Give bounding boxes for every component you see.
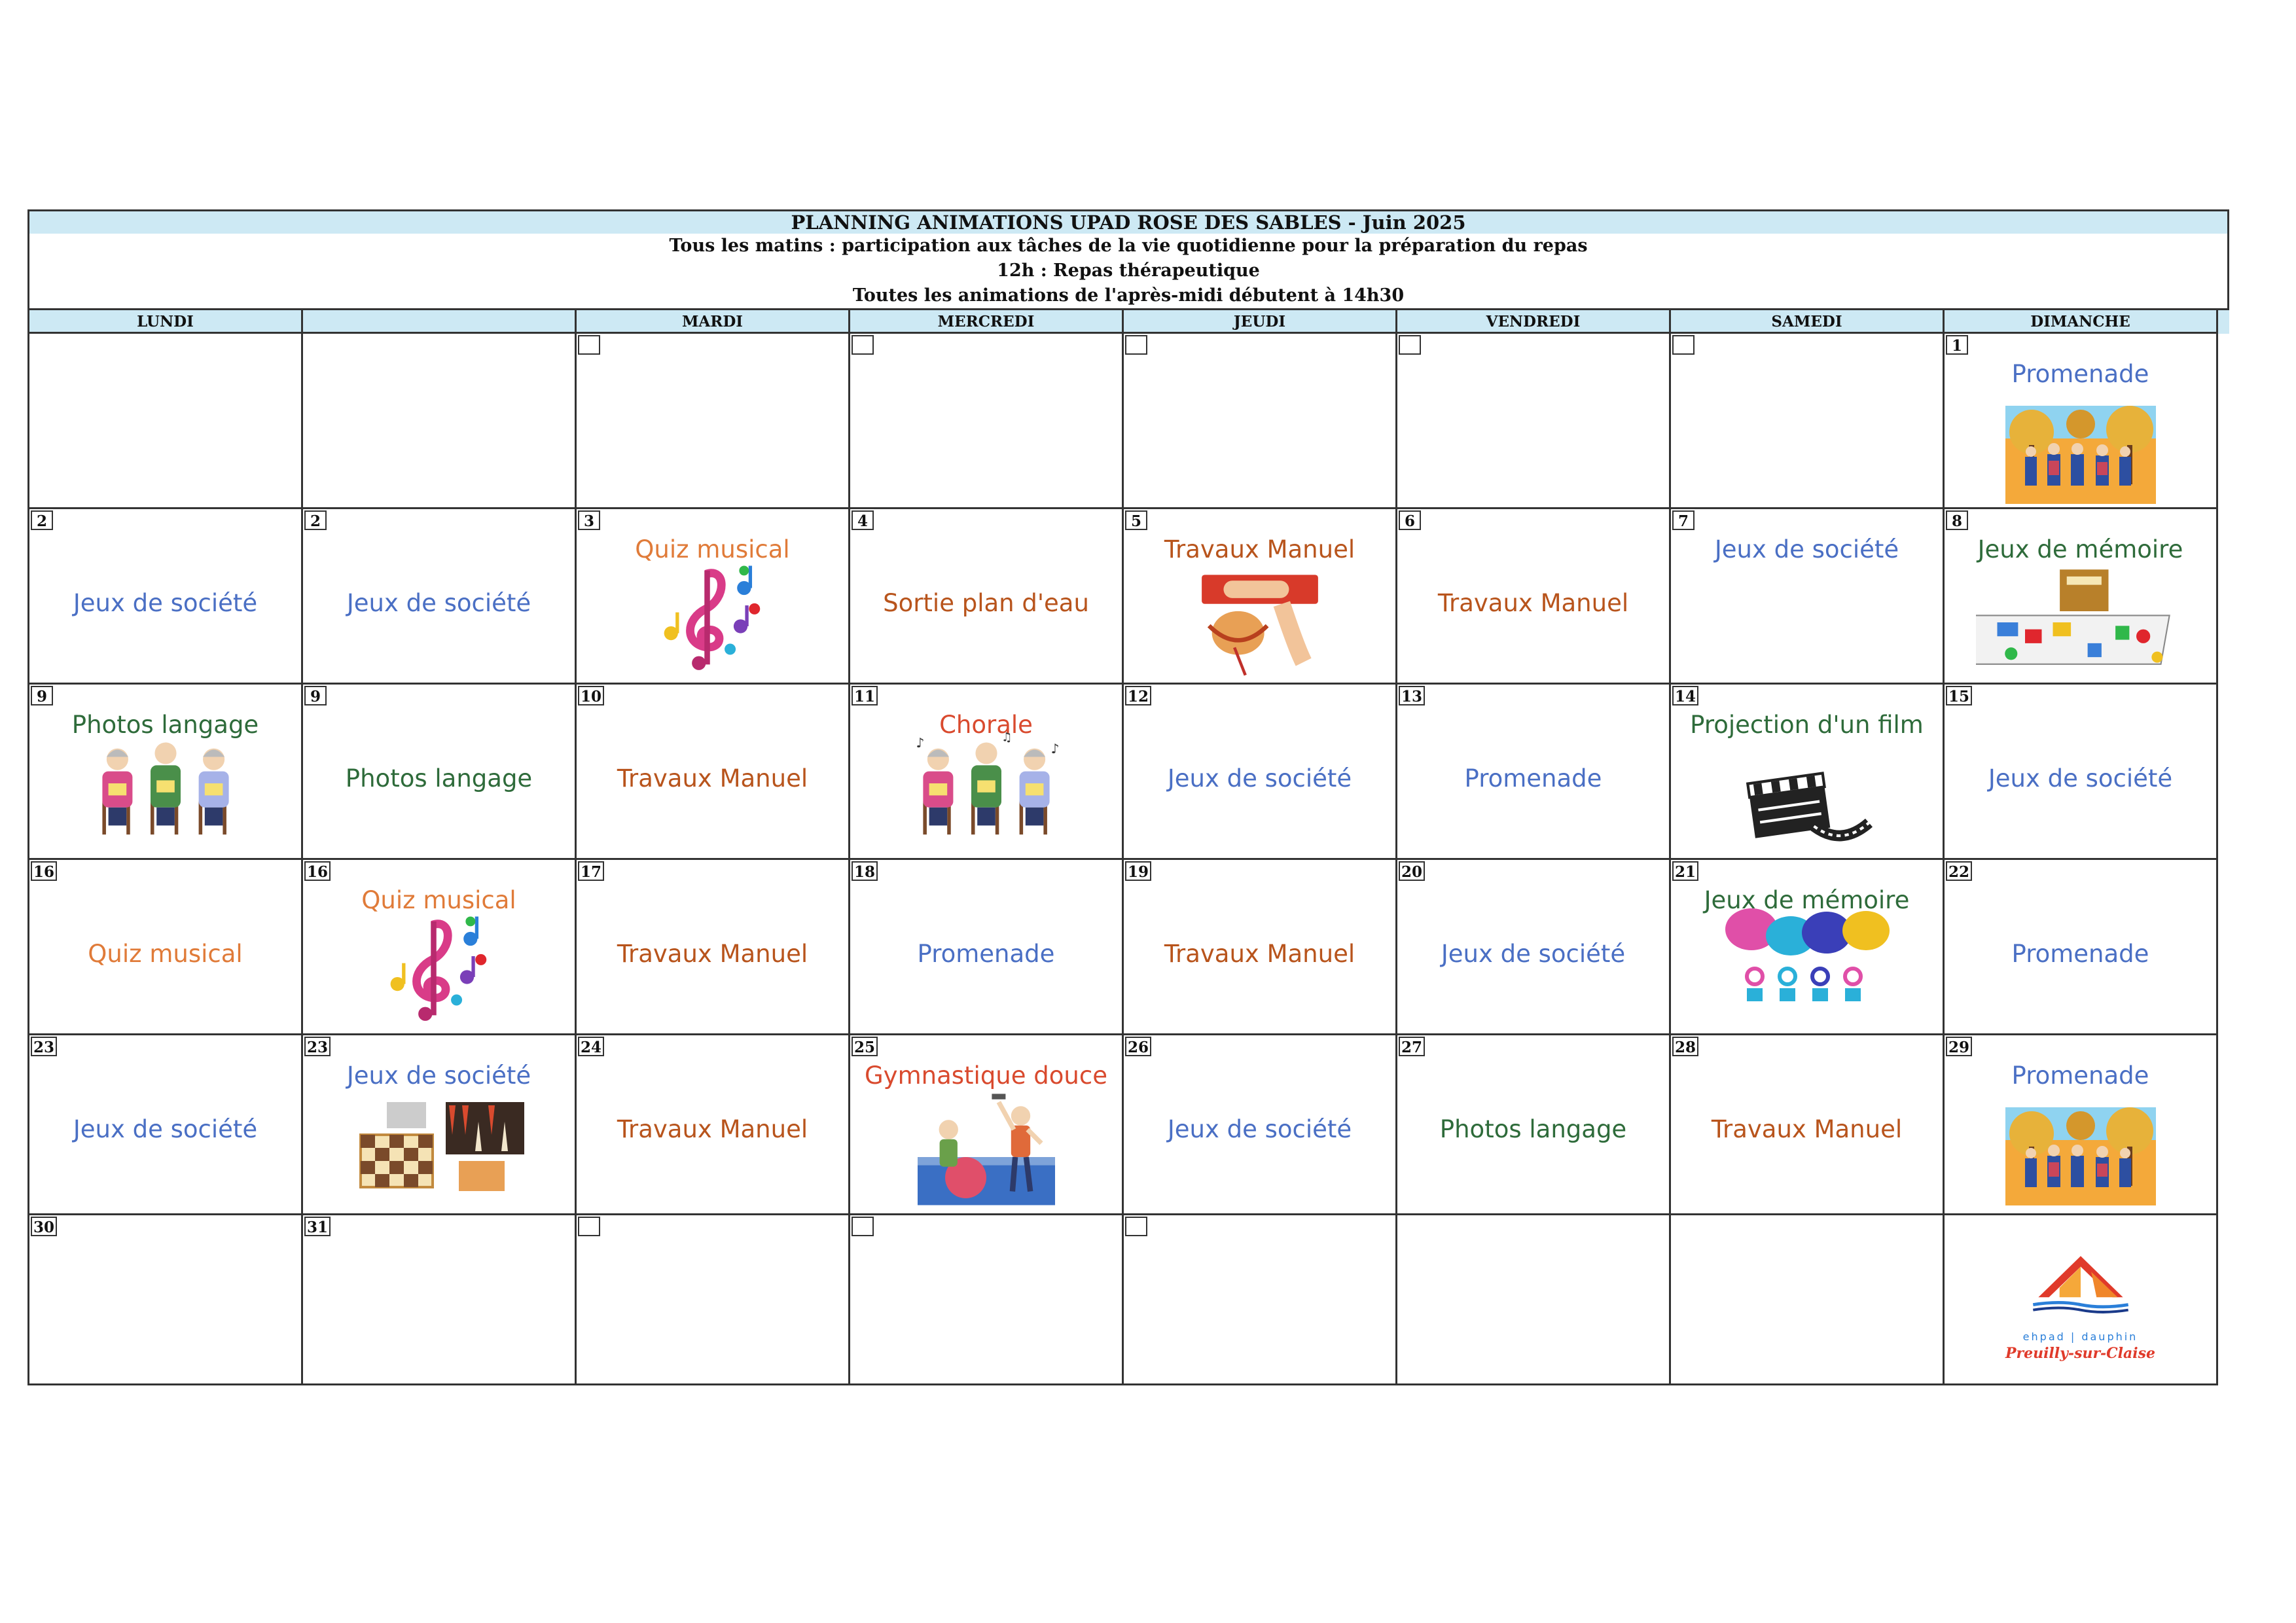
page-title: PLANNING ANIMATIONS UPAD ROSE DES SABLES - Juin 2025 — [27, 209, 2229, 234]
day-header-vendredi: VENDREDI — [1397, 310, 1671, 334]
activity-label: Promenade — [917, 940, 1055, 968]
activity-label: Quiz musical — [361, 886, 516, 914]
activity-label: Travaux Manuel — [1164, 940, 1355, 968]
day-number — [578, 1217, 600, 1236]
music-notes-icon — [657, 560, 768, 671]
day-cell — [29, 334, 303, 509]
day-header-dimanche: DIMANCHE — [1945, 310, 2218, 334]
day-number: 13 — [1399, 686, 1425, 705]
day-number: 19 — [1125, 861, 1151, 881]
activity-label: Travaux Manuel — [617, 1115, 808, 1143]
day-cell — [1945, 334, 2218, 509]
activity-label: Quiz musical — [635, 535, 790, 563]
speech-bubbles-icon — [1722, 903, 1892, 1001]
activity-label: Jeux de société — [1714, 535, 1899, 563]
week-row — [27, 1035, 2229, 1215]
activity-label: Promenade — [1464, 764, 1602, 793]
day-number: 30 — [31, 1217, 57, 1236]
day-cell — [1671, 1215, 1945, 1385]
day-cell — [303, 860, 577, 1035]
activity-label: Travaux Manuel — [1437, 589, 1629, 617]
day-cell — [1124, 1215, 1397, 1385]
activity-label: Jeux de société — [73, 1115, 258, 1143]
logo-town: Preuilly-sur-Claise — [2005, 1345, 2156, 1362]
day-header-mercredi: MERCREDI — [850, 310, 1124, 334]
day-cell — [1397, 1035, 1671, 1215]
activity-label: Promenade — [2011, 1061, 2149, 1090]
day-cell — [1124, 1035, 1397, 1215]
day-cell — [1945, 1035, 2218, 1215]
seniors-singing-icon — [911, 728, 1062, 839]
day-number: 18 — [852, 861, 878, 881]
day-number: 20 — [1399, 861, 1425, 881]
day-number: 21 — [1672, 861, 1698, 881]
activity-label: Jeux de société — [1988, 764, 2173, 793]
day-header-samedi: SAMEDI — [1671, 310, 1945, 334]
seniors-reading-icon — [90, 728, 241, 839]
logo-name: ehpad | dauphin — [2022, 1330, 2138, 1343]
day-cell — [303, 685, 577, 860]
activity-label: Travaux Manuel — [1711, 1115, 1903, 1143]
day-cell — [1945, 685, 2218, 860]
week-row — [27, 685, 2229, 860]
day-cell — [850, 685, 1124, 860]
day-number — [1399, 335, 1421, 355]
board-game-icon — [1976, 567, 2185, 678]
day-number: 4 — [852, 510, 874, 530]
week-row — [27, 1215, 2229, 1385]
day-number: 12 — [1125, 686, 1151, 705]
day-cell — [850, 509, 1124, 685]
day-number — [852, 1217, 874, 1236]
day-number — [852, 335, 874, 355]
activity-label: Travaux Manuel — [617, 940, 808, 968]
activity-label: Travaux Manuel — [1164, 535, 1355, 563]
day-number: 28 — [1672, 1037, 1698, 1056]
film-clapper-icon — [1738, 764, 1876, 847]
day-cell — [1397, 509, 1671, 685]
activity-label: Jeux de mémoire — [1704, 886, 1910, 914]
calendar-grid — [27, 334, 2229, 1385]
day-cell — [29, 860, 303, 1035]
day-number: 9 — [304, 686, 327, 705]
day-number: 2 — [31, 510, 53, 530]
day-number: 3 — [578, 510, 600, 530]
day-cell — [1945, 860, 2218, 1035]
day-cell — [1397, 334, 1671, 509]
day-cell — [303, 334, 577, 509]
day-number: 27 — [1399, 1037, 1425, 1056]
day-number: 16 — [31, 861, 57, 881]
day-cell — [1397, 860, 1671, 1035]
day-cell — [29, 685, 303, 860]
info-mornings: Tous les matins : participation aux tâches de la vie quotidienne pour la préparation du repas — [27, 234, 2229, 259]
day-cell — [1124, 685, 1397, 860]
day-number: 24 — [578, 1037, 604, 1056]
day-cell — [1945, 509, 2218, 685]
activity-label: Promenade — [2011, 940, 2149, 968]
day-number: 26 — [1125, 1037, 1151, 1056]
day-number: 16 — [304, 861, 331, 881]
day-number: 22 — [1946, 861, 1972, 881]
activity-label: Jeux de société — [346, 1061, 531, 1090]
day-cell — [1671, 860, 1945, 1035]
activity-label: Jeux de société — [1441, 940, 1626, 968]
activity-label: Chorale — [939, 711, 1033, 739]
day-header-row — [27, 310, 2229, 334]
day-number — [1125, 1217, 1147, 1236]
day-header-mardi: MARDI — [577, 310, 850, 334]
day-number: 1 — [1946, 335, 1968, 355]
week-row — [27, 860, 2229, 1035]
day-cell — [29, 1215, 303, 1385]
day-number: 7 — [1672, 510, 1695, 530]
info-afternoon: Toutes les animations de l'après-midi débutent à 14h30 — [27, 283, 2229, 310]
day-cell — [1671, 509, 1945, 685]
day-cell — [850, 1035, 1124, 1215]
day-cell — [850, 860, 1124, 1035]
activity-label: Gymnastique douce — [865, 1061, 1107, 1090]
day-number: 9 — [31, 686, 53, 705]
day-cell — [29, 1035, 303, 1215]
day-cell — [1671, 685, 1945, 860]
activity-label: Quiz musical — [88, 940, 243, 968]
day-cell — [577, 685, 850, 860]
day-cell — [1671, 334, 1945, 509]
day-number — [1672, 335, 1695, 355]
day-cell — [577, 1215, 850, 1385]
gym-icon — [918, 1081, 1055, 1205]
day-cell — [1124, 334, 1397, 509]
day-number: 17 — [578, 861, 604, 881]
day-number: 2 — [304, 510, 327, 530]
activity-label: Photos langage — [1439, 1115, 1627, 1143]
week-row — [27, 509, 2229, 685]
activity-label: Sortie plan d'eau — [883, 589, 1089, 617]
day-cell — [1124, 860, 1397, 1035]
day-number: 10 — [578, 686, 604, 705]
week-row — [27, 334, 2229, 509]
day-cell — [303, 1035, 577, 1215]
day-cell — [577, 860, 850, 1035]
activity-label: Photos langage — [71, 711, 259, 739]
day-header-lundi: LUNDI — [29, 310, 303, 334]
day-number: 29 — [1946, 1037, 1972, 1056]
day-number: 11 — [852, 686, 878, 705]
day-cell — [850, 334, 1124, 509]
activity-label: Jeux de société — [1167, 1115, 1352, 1143]
planning-sheet — [27, 209, 2229, 1385]
day-cell — [29, 509, 303, 685]
day-cell — [1397, 1215, 1671, 1385]
day-cell — [303, 509, 577, 685]
day-number: 14 — [1672, 686, 1698, 705]
day-number: 15 — [1946, 686, 1972, 705]
day-cell — [1671, 1035, 1945, 1215]
activity-label: Travaux Manuel — [617, 764, 808, 793]
day-cell — [577, 509, 850, 685]
day-cell — [1945, 1215, 2218, 1385]
day-number: 31 — [304, 1217, 331, 1236]
activity-label: Projection d'un film — [1690, 711, 1924, 739]
activity-label: Promenade — [2011, 360, 2149, 388]
day-number: 25 — [852, 1037, 878, 1056]
day-cell — [577, 1035, 850, 1215]
day-cell — [1397, 685, 1671, 860]
activity-label: Photos langage — [345, 764, 533, 793]
day-number: 23 — [304, 1037, 331, 1056]
day-number: 6 — [1399, 510, 1421, 530]
walking-group-icon — [2005, 406, 2156, 504]
day-header-jeudi: JEUDI — [1124, 310, 1397, 334]
day-number — [1125, 335, 1147, 355]
day-cell — [850, 1215, 1124, 1385]
day-cell — [303, 1215, 577, 1385]
activity-label: Jeux de société — [73, 589, 258, 617]
crafts-icon — [1194, 560, 1325, 677]
day-number: 8 — [1946, 510, 1968, 530]
info-lunch: 12h : Repas thérapeutique — [27, 259, 2229, 283]
day-number: 23 — [31, 1037, 57, 1056]
music-notes-icon — [384, 911, 495, 1022]
day-cell — [1124, 509, 1397, 685]
day-number: 5 — [1125, 510, 1147, 530]
day-number — [578, 335, 600, 355]
activity-label: Jeux de société — [1167, 764, 1352, 793]
activity-label: Jeux de société — [346, 589, 531, 617]
activity-label: Jeux de mémoire — [1977, 535, 2183, 563]
day-cell — [577, 334, 850, 509]
day-header-blank — [303, 310, 577, 334]
walking-group-icon — [2005, 1107, 2156, 1205]
board-games-icon — [348, 1096, 531, 1194]
